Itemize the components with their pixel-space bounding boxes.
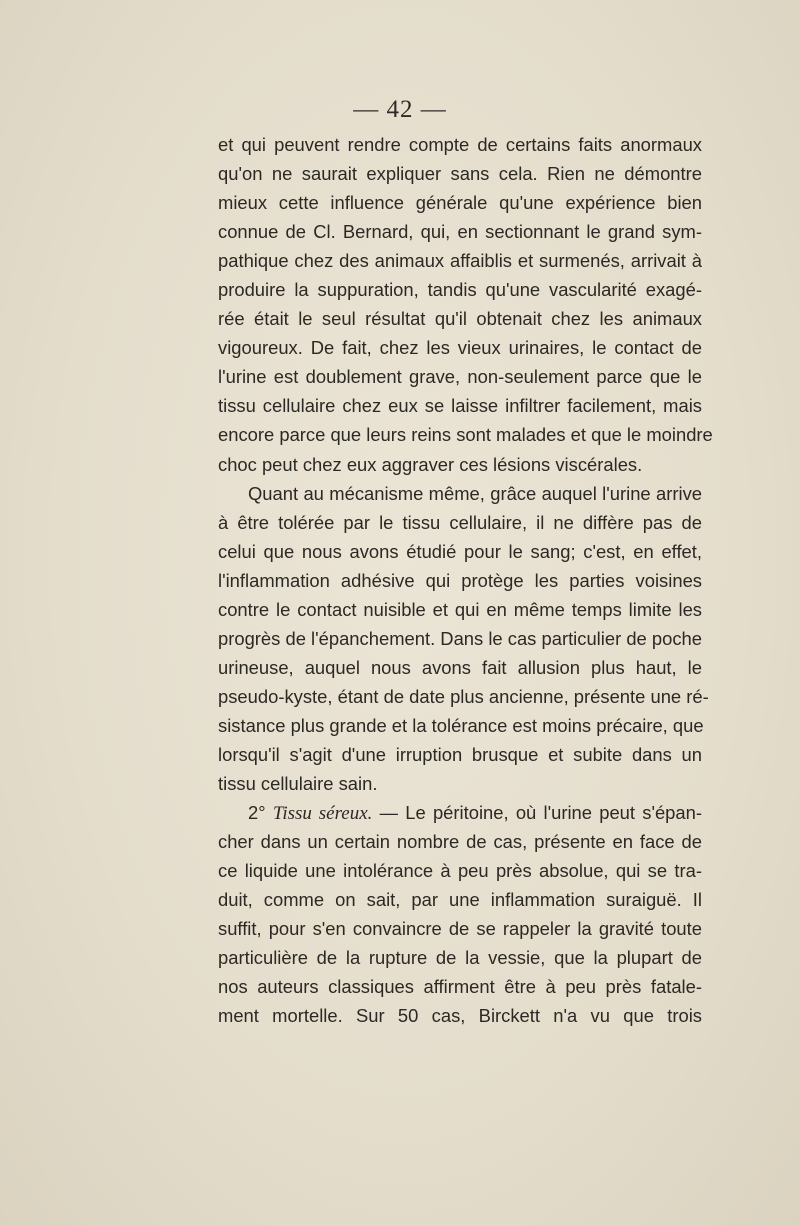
text-line: l'urine est doublement grave, non-seulement parce que le	[218, 366, 702, 388]
text-line: duit, comme on sait, par une inflammation suraiguë. Il	[218, 889, 702, 911]
text-line: particulière de la rupture de la vessie, que la plupart de	[218, 947, 702, 969]
section-number: 2°	[248, 802, 266, 824]
text-line: contre le contact nuisible et qui en même temps limite les	[218, 598, 702, 620]
text-line: suffit, pour s'en convaincre de se rappeler la gravité toute	[218, 918, 702, 940]
body-text	[218, 130, 713, 1030]
text-line: et qui peuvent rendre compte de certains faits anormaux	[218, 134, 702, 155]
paragraph-end-line: choc peut chez eux aggraver ces lésions viscérales.	[218, 453, 643, 475]
text-line: lorsqu'il s'agit d'une irruption brusque et subite dans un	[218, 743, 702, 765]
text-line: à être tolérée par le tissu cellulaire, il ne diffère pas de	[218, 511, 702, 533]
text-line: vigoureux. De fait, chez les vieux urinaires, le contact de	[218, 337, 702, 359]
text-line: produire la suppuration, tandis qu'une vascularité exagé-	[218, 279, 702, 301]
section-heading-line	[218, 798, 702, 827]
text-line: urineuse, auquel nous avons fait allusion plus haut, le	[218, 656, 702, 678]
text-line: pseudo-kyste, étant de date plus ancienne, présente une ré-	[218, 685, 709, 707]
text-line: encore parce que leurs reins sont malades et que le moindre	[218, 424, 713, 446]
text-line: ment mortelle. Sur 50 cas, Birckett n'a vu que trois	[218, 1005, 702, 1027]
text-line: progrès de l'épanchement. Dans le cas particulier de poche	[218, 627, 702, 649]
text-line: connue de Cl. Bernard, qui, en sectionnant le grand sym-	[218, 221, 702, 243]
text-line: cher dans un certain nombre de cas, présente en face de	[218, 831, 702, 853]
text-line: rée était le seul résultat qu'il obtenait chez les animaux	[218, 308, 702, 330]
text-line: sistance plus grande et la tolérance est moins précaire, que	[218, 714, 704, 736]
text-line: mieux cette influence générale qu'une expérience bien	[218, 192, 702, 214]
page-number-header: — 42 —	[353, 96, 447, 123]
text-line: qu'on ne saurait expliquer sans cela. Rien ne démontre	[218, 163, 702, 185]
text-line: l'inflammation adhésive qui protège les parties voisines	[218, 569, 702, 591]
text-line: pathique chez des animaux affaiblis et surmenés, arrivait à	[218, 250, 702, 272]
section-text: — Le péritoine, où l'urine peut s'épan-	[379, 802, 702, 824]
text-line: tissu cellulaire chez eux se laisse infiltrer facilement, mais	[218, 395, 702, 417]
paragraph-start-line: Quant au mécanisme même, grâce auquel l'urine arrive	[248, 482, 702, 504]
paragraph-end-line: tissu cellulaire sain.	[218, 773, 378, 795]
text-line: nos auteurs classiques affirment être à peu près fatale-	[218, 976, 702, 998]
text-line: ce liquide une intolérance à peu près absolue, qui se tra-	[218, 860, 702, 882]
section-title: Tissu séreux.	[272, 803, 373, 825]
text-line: celui que nous avons étudié pour le sang; c'est, en effet,	[218, 540, 702, 562]
